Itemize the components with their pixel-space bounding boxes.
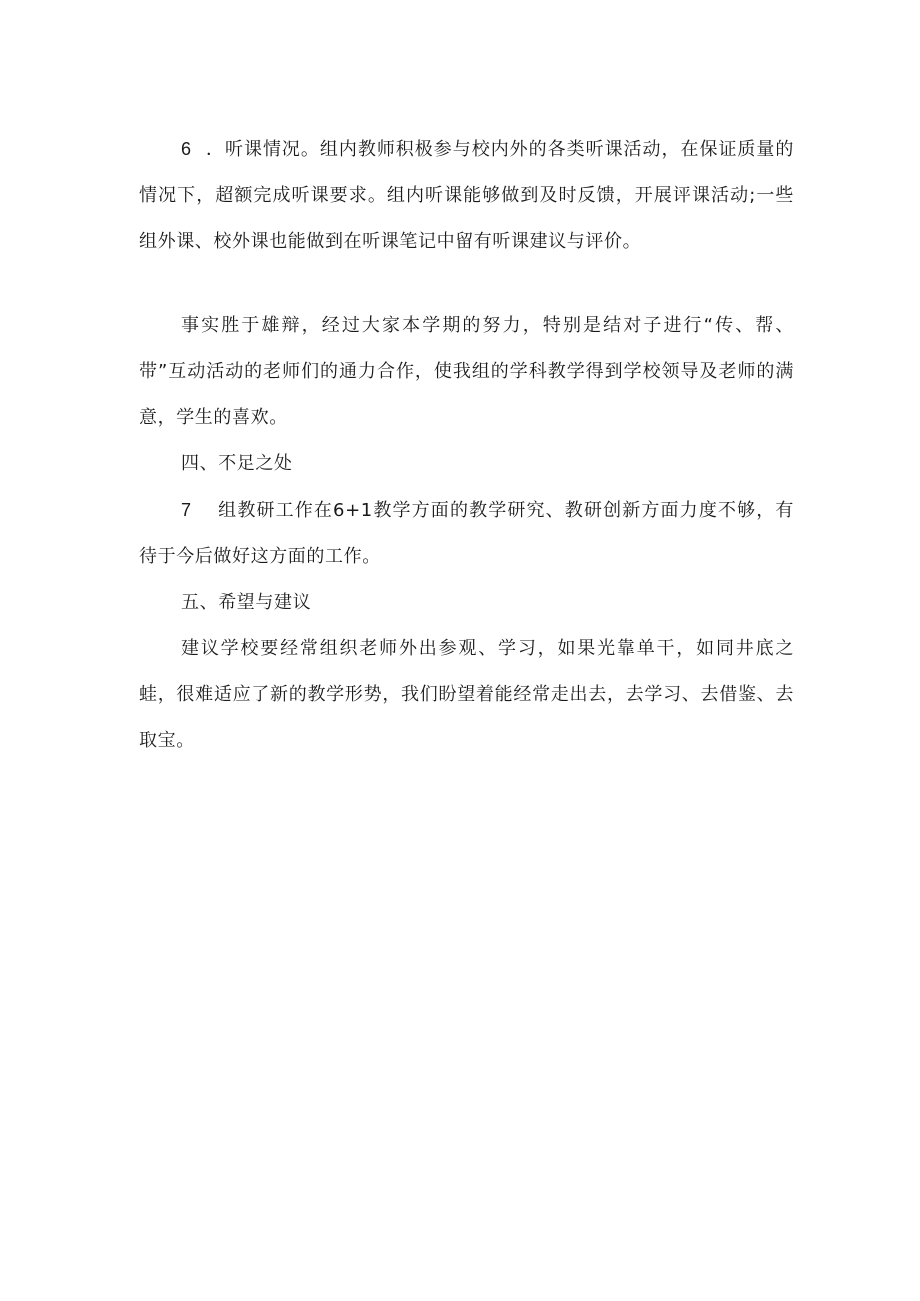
paragraph-suggestions — [139, 626, 794, 764]
section-heading-shortcomings: 四、不足之处 — [181, 453, 293, 474]
item-number: 7 — [181, 500, 192, 520]
paragraph-gap — [139, 265, 794, 303]
paragraph-text: 建议学校要经常组织老师外出参观、学习，如果光靠单干，如同井底之蛙，很难适应了新的教学形势，我们盼望着能经常走出去，去学习、去借鉴、去取宝。 — [139, 638, 794, 751]
item-number: 6 — [181, 139, 192, 159]
paragraph-text: 事实胜于雄辩，经过大家本学期的努力，特别是结对子进行“传、帮、带”互动活动的老师们的通力合作，使我组的学科教学得到学校领导及老师的满意，学生的喜欢。 — [139, 315, 794, 428]
paragraph-text: 组教研工作在6+1教学方面的教学研究、教研创新方面力度不够，有待于今后做好这方面的工作。 — [139, 500, 794, 567]
paragraph-shortcomings — [139, 487, 794, 580]
paragraph-summary — [139, 303, 794, 441]
paragraph-text: ．听课情况。组内教师积极参与校内外的各类听课活动，在保证质量的情况下，超额完成听课要求。组内听课能够做到及时反馈，开展评课活动;一些组外课、校外课也能做到在听课笔记中留有听课建议与评价。 — [139, 139, 794, 252]
section-heading-suggestions: 五、希望与建议 — [181, 592, 312, 613]
document-body — [139, 126, 794, 764]
paragraph-listening-situation — [139, 126, 794, 265]
